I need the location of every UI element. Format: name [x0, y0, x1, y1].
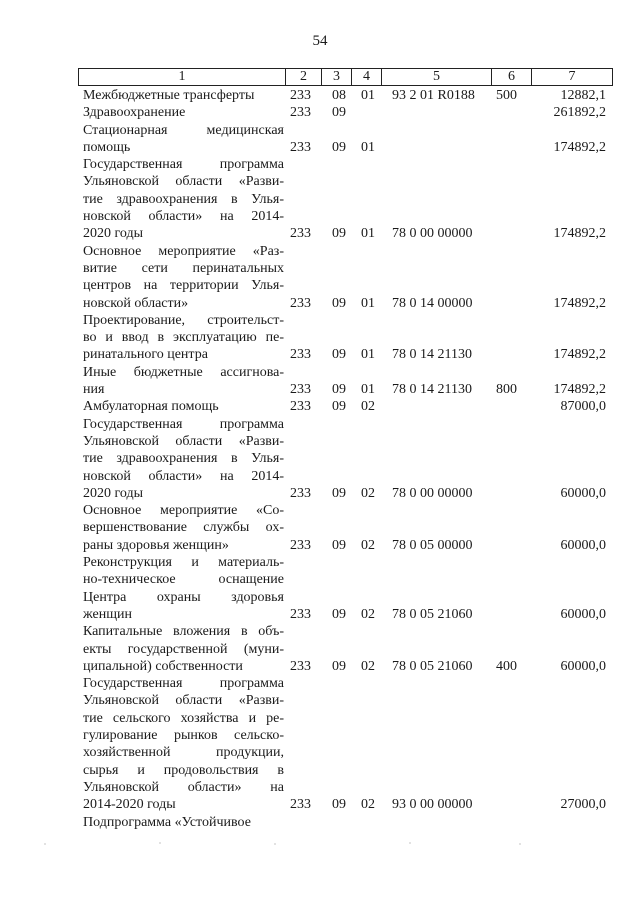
table-header: [78, 68, 613, 86]
row-description: [83, 814, 284, 831]
cell-c2: 233: [290, 797, 311, 813]
table-row: [0, 416, 640, 503]
row-description: [83, 623, 284, 675]
header-col-3: 3: [322, 69, 352, 85]
row-description: [83, 104, 284, 121]
description-line: Ульяновской области «Разви-: [83, 693, 284, 709]
cell-c5: 78 0 14 00000: [392, 295, 473, 311]
scan-specks: [0, 838, 640, 848]
cell-c5: 78 0 05 21060: [392, 658, 473, 674]
description-line: Государственная программа: [83, 676, 284, 692]
cell-c6: 800: [496, 382, 517, 398]
cell-c4: 02: [361, 485, 375, 501]
description-line: тие сельского хозяйства и ре-: [83, 710, 284, 726]
description-line: Межбюджетные трансферты: [83, 88, 255, 103]
description-line: тие здравоохранения в Улья-: [83, 191, 284, 207]
cell-c5: 78 0 05 00000: [392, 537, 473, 553]
header-col-2: 2: [286, 69, 322, 85]
row-description: [83, 364, 284, 399]
cell-c4: 02: [361, 537, 375, 553]
cell-c4: 01: [361, 382, 375, 398]
description-line: Капитальные вложения в объ-: [83, 624, 284, 640]
cell-c3: 09: [332, 399, 346, 415]
cell-c2: 233: [290, 399, 311, 415]
description-line: витие сети перинатальных: [83, 260, 284, 276]
row-description: [83, 122, 284, 157]
row-description: [83, 156, 284, 242]
description-line: во и ввод в эксплуатацию пе-: [83, 330, 284, 346]
cell-c3: 09: [332, 485, 346, 501]
cell-c7: 12882,1: [560, 88, 606, 103]
cell-c3: 09: [332, 797, 346, 813]
description-line: Основное мероприятие «Раз-: [83, 243, 284, 259]
description-line: Проектирование, строительст-: [83, 312, 284, 328]
cell-c5: 78 0 14 21130: [392, 347, 472, 363]
cell-c2: 233: [290, 295, 311, 311]
cell-c3: 09: [332, 347, 346, 363]
cell-c4: 02: [361, 606, 375, 622]
cell-c4: 01: [361, 139, 375, 155]
cell-c3: 09: [332, 606, 346, 622]
cell-c2: 233: [290, 139, 311, 155]
table-row: [0, 814, 640, 831]
description-line: раны здоровья женщин»: [83, 537, 229, 553]
cell-c2: 233: [290, 658, 311, 674]
description-line: помощь: [83, 139, 131, 155]
table-row: [0, 554, 640, 623]
cell-c3: 09: [332, 226, 346, 242]
table-row: [0, 122, 640, 157]
description-line: гулирование рынков сельско-: [83, 728, 284, 744]
table-row: [0, 87, 640, 104]
page-number: 54: [312, 33, 328, 49]
cell-c2: 233: [290, 88, 311, 103]
description-line: Реконструкция и материаль-: [83, 555, 284, 571]
cell-c7: 60000,0: [560, 606, 606, 622]
header-col-4: 4: [352, 69, 382, 85]
cell-c3: 09: [332, 537, 346, 553]
description-line: тие здравоохранения в Улья-: [83, 451, 284, 467]
description-line: сырья и продовольствия в: [83, 762, 284, 778]
cell-c2: 233: [290, 485, 311, 501]
cell-c5: 78 0 00 00000: [392, 485, 473, 501]
table-row: [0, 398, 640, 415]
cell-c7: 60000,0: [560, 537, 606, 553]
row-description: [83, 312, 284, 364]
cell-c6: 400: [496, 658, 517, 674]
table-row: [0, 675, 640, 813]
cell-c7: 87000,0: [560, 399, 606, 415]
row-description: [83, 416, 284, 502]
description-line: ринатального центра: [83, 347, 208, 363]
cell-c3: 09: [332, 295, 346, 311]
cell-c6: 500: [496, 88, 517, 103]
cell-c4: 02: [361, 658, 375, 674]
description-line: Государственная программа: [83, 416, 284, 432]
cell-c5: 93 2 01 R0188: [392, 88, 475, 103]
description-line: ния: [83, 382, 105, 398]
description-line: Иные бюджетные ассигнова-: [83, 364, 284, 380]
cell-c3: 09: [332, 139, 346, 155]
cell-c5: 78 0 05 21060: [392, 606, 473, 622]
cell-c3: 09: [332, 105, 346, 121]
description-line: новской области» на 2014-: [83, 209, 284, 225]
cell-c7: 174892,2: [553, 226, 606, 242]
cell-c5: 78 0 00 00000: [392, 226, 473, 242]
table-row: [0, 243, 640, 312]
description-line: Основное мероприятие «Со-: [83, 503, 284, 519]
cell-c7: 174892,2: [553, 382, 606, 398]
description-line: но-техническое оснащение: [83, 572, 284, 588]
header-col-5: 5: [382, 69, 492, 85]
table-row: [0, 502, 640, 554]
description-line: женщин: [83, 606, 132, 622]
cell-c3: 08: [332, 88, 346, 103]
cell-c7: 174892,2: [553, 295, 606, 311]
cell-c4: 01: [361, 295, 375, 311]
description-line: ципальной) собственности: [83, 658, 243, 674]
description-line: новской области»: [83, 295, 189, 311]
row-description: [83, 87, 284, 104]
cell-c4: 02: [361, 399, 375, 415]
cell-c7: 174892,2: [553, 139, 606, 155]
cell-c3: 09: [332, 658, 346, 674]
table-row: [0, 364, 640, 399]
cell-c7: 174892,2: [553, 347, 606, 363]
description-line: Амбулаторная помощь: [83, 399, 219, 415]
cell-c7: 27000,0: [560, 797, 606, 813]
header-col-7: 7: [568, 69, 576, 84]
cell-c2: 233: [290, 606, 311, 622]
description-line: Государственная программа: [83, 157, 284, 173]
description-line: хозяйственной продукции,: [83, 745, 284, 761]
row-description: [83, 243, 284, 312]
row-description: [83, 502, 284, 554]
cell-c4: 02: [361, 797, 375, 813]
description-line: екты государственной (муни-: [83, 641, 284, 657]
description-line: Ульяновской области «Разви-: [83, 433, 284, 449]
description-line: центров на территории Улья-: [83, 278, 284, 294]
description-line: 2020 годы: [83, 485, 144, 501]
table-row: [0, 156, 640, 243]
cell-c5: 78 0 14 21130: [392, 382, 472, 398]
table-row: [0, 104, 640, 121]
description-line: Здравоохранение: [83, 105, 186, 121]
cell-c4: 01: [361, 226, 375, 242]
cell-c2: 233: [290, 382, 311, 398]
cell-c7: 60000,0: [560, 485, 606, 501]
cell-c7: 261892,2: [553, 105, 606, 121]
table-row: [0, 312, 640, 364]
cell-c4: 01: [361, 347, 375, 363]
description-line: новской области» на 2014-: [83, 468, 284, 484]
description-line: 2014-2020 годы: [83, 797, 176, 813]
description-line: Стационарная медицинская: [83, 122, 284, 138]
cell-c3: 09: [332, 382, 346, 398]
row-description: [83, 398, 284, 415]
table-row: [0, 623, 640, 675]
description-line: Ульяновской области «Разви-: [83, 174, 284, 190]
row-description: [83, 675, 284, 813]
description-line: 2020 годы: [83, 226, 144, 242]
row-description: [83, 554, 284, 623]
description-line: вершенствование службы ох-: [83, 520, 284, 536]
cell-c2: 233: [290, 347, 311, 363]
header-col-1: 1: [79, 69, 286, 85]
cell-c2: 233: [290, 105, 311, 121]
cell-c7: 60000,0: [560, 658, 606, 674]
cell-c4: 01: [361, 88, 375, 103]
cell-c2: 233: [290, 537, 311, 553]
cell-c2: 233: [290, 226, 311, 242]
description-line: Ульяновской области» на: [83, 779, 284, 795]
cell-c5: 93 0 00 00000: [392, 797, 473, 813]
description-line: Центра охраны здоровья: [83, 589, 284, 605]
header-col-6: 6: [492, 69, 532, 85]
description-line: Подпрограмма «Устойчивое: [83, 814, 251, 830]
